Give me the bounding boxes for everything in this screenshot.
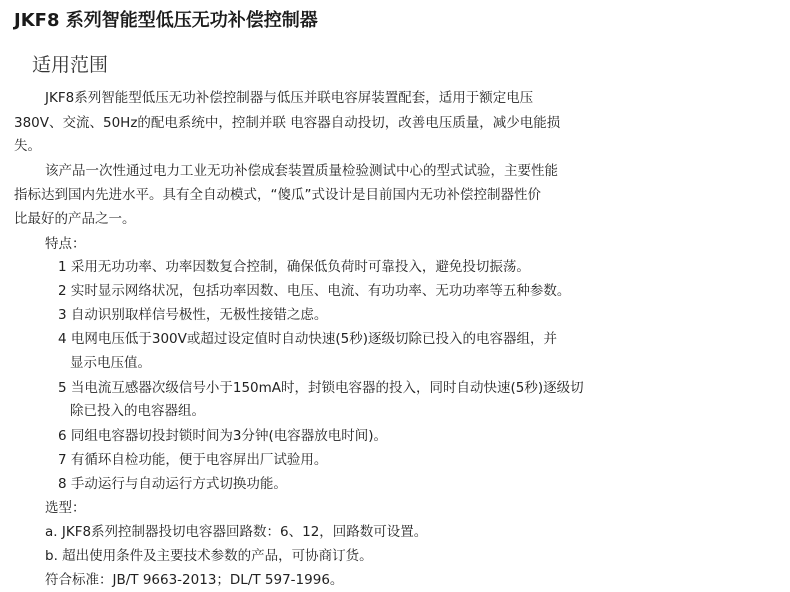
- intro-line: 失。: [14, 138, 41, 154]
- feature-item: 5 当电流互感器次级信号小于150mA时，封锁电容器的投入，同时自动快速(5秒)逐级切: [58, 380, 584, 396]
- intro-line: JKF8系列智能型低压无功补偿控制器与低压并联电容屏装置配套，适用于额定电压: [45, 90, 534, 106]
- section-heading: 适用范围: [32, 54, 109, 76]
- selection-label: 选型：: [45, 500, 86, 516]
- selection-item: b. 超出使用条件及主要技术参数的产品，可协商订货。: [45, 548, 373, 564]
- intro-line: 该产品一次性通过电力工业无功补偿成套装置质量检验测试中心的型式试验，主要性能: [45, 163, 558, 179]
- feature-item-continuation: 显示电压值。: [70, 355, 151, 371]
- feature-item: 8 手动运行与自动运行方式切换功能。: [58, 476, 287, 492]
- intro-line: 比最好的产品之一。: [14, 211, 136, 227]
- selection-item: a. JKF8系列控制器投切电容器回路数：6、12，回路数可设置。: [45, 524, 428, 540]
- feature-item: 4 电网电压低于300V或超过设定值时自动快速(5秒)逐级切除已投入的电容器组，并: [58, 331, 558, 347]
- feature-item: 7 有循环自检功能，便于电容屏出厂试验用。: [58, 452, 328, 468]
- feature-item: 6 同组电容器切投封锁时间为3分钟(电容器放电时间)。: [58, 428, 388, 444]
- intro-line: 380V、交流、50Hz的配电系统中，控制并联 电容器自动投切，改善电压质量，减少电能损: [14, 115, 561, 131]
- page-title: JKF8 系列智能型低压无功补偿控制器: [14, 10, 318, 31]
- features-label: 特点：: [45, 236, 86, 252]
- feature-item-continuation: 除已投入的电容器组。: [70, 403, 205, 419]
- standards-line: 符合标准：JB/T 9663-2013；DL/T 597-1996。: [45, 572, 344, 588]
- feature-item: 3 自动识别取样信号极性，无极性接错之虑。: [58, 307, 328, 323]
- feature-item: 2 实时显示网络状况，包括功率因数、电压、电流、有功功率、无功功率等五种参数。: [58, 283, 571, 299]
- feature-item: 1 采用无功功率、功率因数复合控制，确保低负荷时可靠投入，避免投切振荡。: [58, 259, 530, 275]
- intro-line: 指标达到国内先进水平。具有全自动模式，“傻瓜”式设计是目前国内无功补偿控制器性价: [14, 187, 541, 203]
